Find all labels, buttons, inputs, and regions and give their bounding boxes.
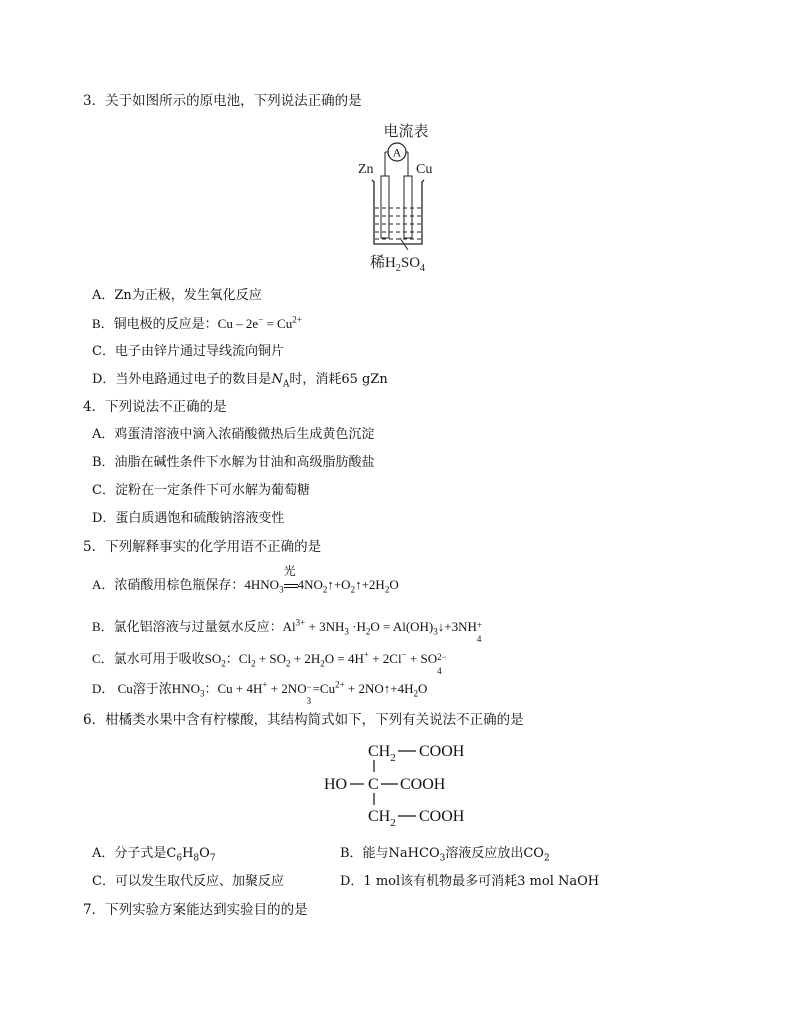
question-3-stem: 3．关于如图所示的原电池，下列说法正确的是	[83, 93, 362, 109]
solution-label: 稀$H_2SO_4$	[370, 255, 426, 274]
light-condition-arrow: 光	[284, 576, 298, 594]
q3-option-c[interactable]: C．电子由锌片通过导线流向铜片	[92, 344, 284, 359]
cooh-mid: COOH	[400, 776, 446, 793]
ch2-bottom: $CH_2$	[368, 808, 396, 828]
question-4-stem: 4．下列说法不正确的是	[83, 399, 227, 415]
central-carbon: C	[368, 776, 379, 793]
ammeter-symbol: A	[392, 145, 402, 160]
q5-option-a[interactable]: A．浓硝酸用棕色瓶保存：$4HNO_3$ 光 $4NO_2↑+O_2↑+2H_2O$	[92, 564, 399, 595]
zn-electrode	[381, 176, 389, 238]
q3-option-d[interactable]: D．当外电路通过电子的数目是$N_A$时，消耗65 gZn	[92, 372, 388, 390]
beaker	[372, 180, 424, 244]
q4-option-b[interactable]: B．油脂在碱性条件下水解为甘油和高级脂肪酸盐	[92, 455, 375, 470]
q6-option-b[interactable]: B．能与NaHCO$_3$溶液反应放出$CO_2$	[340, 846, 550, 864]
q6-option-c[interactable]: C．可以发生取代反应、加聚反应	[92, 874, 284, 889]
q3-option-a[interactable]: A．Zn为正极，发生氧化反应	[92, 288, 262, 303]
q3-option-b[interactable]: B．铜电极的反应是：$Cu - 2e^- = Cu^{2+}$	[92, 314, 302, 331]
q5-option-d[interactable]: D． Cu溶于浓$HNO_3$：Cu + 4H+ + 2NO − 3 $=Cu^{2+}$ + $2NO↑+4H_2O$	[92, 679, 428, 706]
q5-option-b[interactable]: B．氯化铝溶液与过量氨水反应：$Al^{3+} + 3NH_3 \cdot H_2O$ = $Al(OH)_3↓+3NH$ + 4	[92, 617, 482, 644]
question-7-stem: 7．下列实验方案能达到实验目的的是	[83, 902, 308, 918]
q6-option-a[interactable]: A．分子式是$C_6H_8O_7$	[92, 846, 216, 864]
q6-option-d[interactable]: D．1 mol该有机物最多可消耗3 mol NaOH	[340, 874, 600, 889]
question-6-stem: 6．柑橘类水果中含有柠檬酸，其结构简式如下，下列有关说法不正确的是	[83, 712, 524, 728]
q5-option-c[interactable]: C．氯水可用于吸收$SO_2$：$Cl_2 + SO_2 + 2H_2O = 4H^+ + 2Cl^-$ + SO 2− 4	[92, 649, 447, 676]
q4-option-c[interactable]: C．淀粉在一定条件下可水解为葡萄糖	[92, 483, 310, 498]
cooh-bottom: COOH	[419, 808, 465, 825]
q4-option-a[interactable]: A．鸡蛋清溶液中滴入浓硝酸微热后生成黄色沉淀	[92, 427, 375, 442]
question-5-stem: 5．下列解释事实的化学用语不正确的是	[83, 539, 322, 555]
ho-group: HO	[324, 776, 348, 793]
galvanic-cell-figure	[350, 118, 470, 278]
citric-acid-structure	[318, 738, 498, 828]
cu-electrode	[404, 176, 412, 238]
ch2-top: $CH_2$	[368, 743, 396, 764]
cooh-top: COOH	[419, 743, 465, 760]
ammeter-label: 电流表	[383, 124, 429, 140]
zn-electrode-label: Zn	[358, 162, 374, 177]
q4-option-d[interactable]: D．蛋白质遇饱和硫酸钠溶液变性	[92, 511, 285, 526]
cu-electrode-label: Cu	[416, 162, 433, 177]
